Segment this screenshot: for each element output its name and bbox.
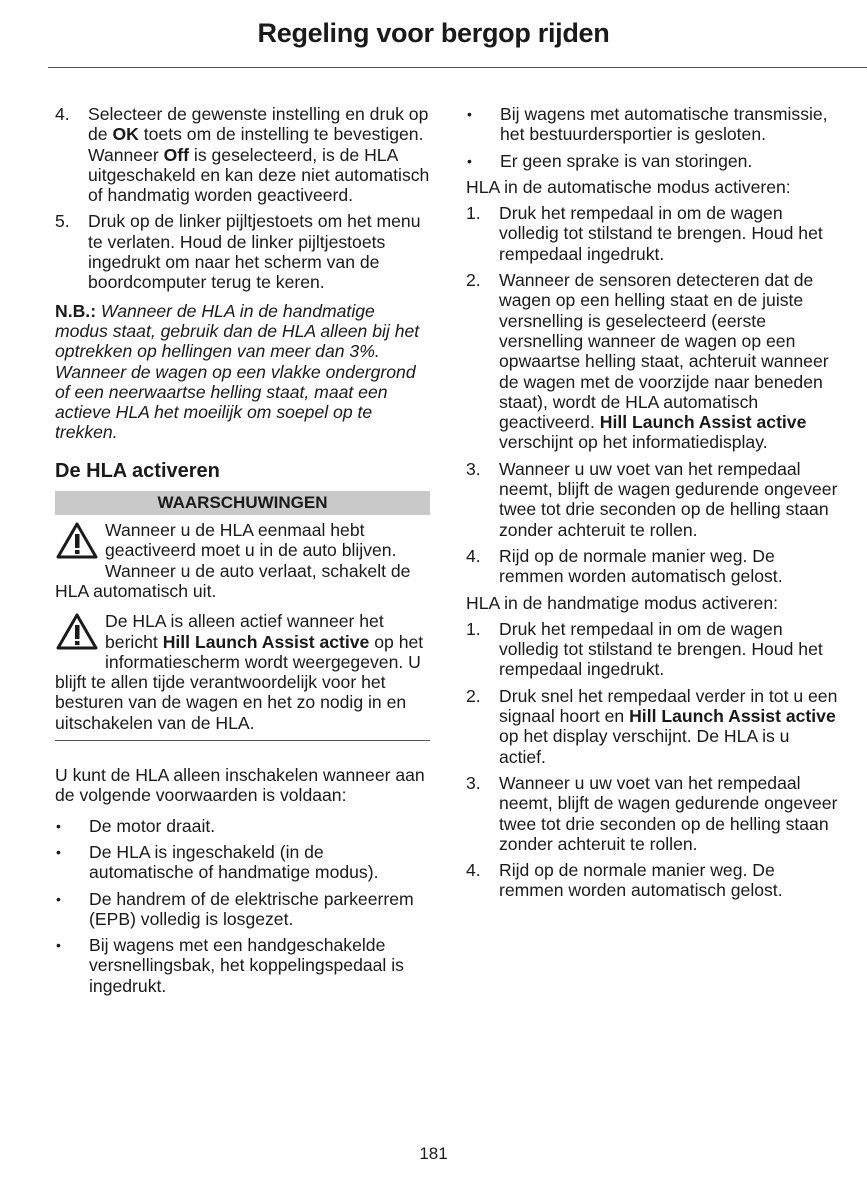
step-5 xyxy=(55,211,430,292)
step-number: 2. xyxy=(466,685,481,706)
auto-step-3 xyxy=(466,459,841,540)
manual-step-4 xyxy=(466,860,841,901)
auto-mode-intro: HLA in de automatische modus activeren: xyxy=(466,176,791,197)
bullet: • xyxy=(467,106,472,122)
warnings-title: WAARSCHUWINGEN xyxy=(55,491,430,515)
warning-text: De HLA is alleen actief wanneer het bericht Hill Launch Assist active op het informatiescherm wordt weergegeven. U blijft te allen tijde verantwoordelijk voor het besturen van de wagen en het zo nodig in en uitschakelen van de HLA. xyxy=(55,611,424,733)
warnings-divider xyxy=(55,740,430,741)
ok-key-label: OK xyxy=(112,124,139,145)
condition-item: • Bij wagens met automatische transmissie, het bestuurdersportier is gesloten. xyxy=(467,104,828,145)
step-text: Wanneer u uw voet van het rempedaal neemt, blijft de wagen gedurende ongeveer twee tot drie seconden op de helling staan zonder achteruit te rollen. xyxy=(499,772,838,854)
step-number: 3. xyxy=(466,458,481,479)
note-label: N.B.: xyxy=(55,300,97,321)
warning-text: Wanneer u de HLA eenmaal hebt geactiveerd moet u in de auto blijven. Wanneer u de auto verlaat, schakelt de HLA automatisch uit. xyxy=(55,520,411,601)
right-column xyxy=(466,104,841,901)
step-text: Druk op de linker pijltjestoets om het menu te verlaten. Houd de linker pijltjestoets ingedrukt om naar het scherm van de boordcomputer terug te keren. xyxy=(88,211,421,293)
step-text: Wanneer u uw voet van het rempedaal neemt, blijft de wagen gedurende ongeveer twee tot drie seconden op de helling staan zonder achteruit te rollen. xyxy=(499,458,838,540)
step-text: Wanneer de sensoren detecteren dat de wagen op een helling staat en de juiste versnelling is geselecteerd (eerste versnelling wanneer de wagen op een opwaartse helling staat, achteruit wanneer de wagen met de voorzijde naar beneden staat), wordt de HLA automatisch geactiveerd. Hill Launch Assist active verschijnt op het informatiedisplay. xyxy=(499,270,829,453)
warning-2 xyxy=(55,611,430,733)
step-text: Druk het rempedaal in om de wagen volledig tot stilstand te brengen. Houd het rempedaal ingedrukt. xyxy=(499,203,823,264)
off-option-label: Off xyxy=(163,144,190,165)
note-paragraph: N.B.: Wanneer de HLA in de handmatige modus staat, gebruik dan de HLA alleen bij het optrekken op hellingen van meer dan 3%. Wanneer de wagen op een vlakke ondergrond of een neerwaartse helling staat, maat een actieve HLA het moeilijk om soepel op te trekken. xyxy=(55,300,420,443)
step-text: Druk het rempedaal in om de wagen volledig tot stilstand te brengen. Houd het rempedaal ingedrukt. xyxy=(499,618,823,680)
manual-mode-intro: HLA in de handmatige modus activeren: xyxy=(466,592,778,613)
message-label: Hill Launch Assist active xyxy=(162,631,370,652)
bullet: • xyxy=(56,817,61,834)
left-column xyxy=(55,104,430,996)
step-text: Druk snel het rempedaal verder in tot u een signaal hoort en Hill Launch Assist active op het display verschijnt. De HLA is u actief. xyxy=(499,685,838,767)
bullet: • xyxy=(56,890,61,907)
step-text: Selecteer de gewenste instelling en druk op de OK toets om de instelling te bevestigen. Wanneer Off is geselecteerd, is de HLA uitgeschakeld en kan deze niet automatisch of handmatig worden geactiveerd. xyxy=(88,104,430,206)
conditions-intro: U kunt de HLA alleen inschakelen wanneer aan de volgende voorwaarden is voldaan: xyxy=(55,765,425,806)
section-heading: De HLA activeren xyxy=(55,459,220,482)
condition-item: • Er geen sprake is van storingen. xyxy=(467,150,753,171)
step-number: 1. xyxy=(466,203,481,224)
step-number: 4. xyxy=(466,860,481,881)
step-number: 4. xyxy=(55,104,70,124)
step-number: 3. xyxy=(466,772,481,793)
step-number: 2. xyxy=(466,270,481,291)
message-label: Hill Launch Assist active xyxy=(599,412,807,433)
condition-item: • Bij wagens met een handgeschakelde versnellingsbak, het koppelingspedaal is ingedrukt. xyxy=(56,935,404,996)
condition-item: • De motor draait. xyxy=(56,815,216,836)
page-number: 181 xyxy=(419,1144,448,1163)
auto-step-2 xyxy=(466,270,841,453)
manual-step-3 xyxy=(466,773,841,854)
warning-triangle-icon xyxy=(55,521,99,561)
manual-step-2 xyxy=(466,686,841,767)
step-number: 1. xyxy=(466,618,481,639)
bullet: • xyxy=(56,843,61,860)
warning-triangle-icon xyxy=(55,612,99,652)
manual-step-1 xyxy=(466,619,841,680)
condition-item: • De HLA is ingeschakeld (in de automatische of handmatige modus). xyxy=(56,841,379,883)
warning-1 xyxy=(55,520,430,601)
condition-item: • De handrem of de elektrische parkeerrem (EPB) volledig is losgezet. xyxy=(56,888,414,929)
auto-step-1 xyxy=(466,203,841,264)
page-title: Regeling voor bergop rijden xyxy=(257,18,610,48)
auto-step-4 xyxy=(466,546,841,587)
step-4 xyxy=(55,104,430,205)
step-number: 4. xyxy=(466,545,481,566)
step-number: 5. xyxy=(55,211,70,232)
bullet: • xyxy=(467,152,472,169)
bullet: • xyxy=(56,937,61,954)
step-text: Rijd op de normale manier weg. De remmen worden automatisch gelost. xyxy=(499,545,783,587)
title-rule xyxy=(48,67,867,68)
message-label: Hill Launch Assist active xyxy=(629,706,836,727)
step-text: Rijd op de normale manier weg. De remmen worden automatisch gelost. xyxy=(499,860,783,901)
